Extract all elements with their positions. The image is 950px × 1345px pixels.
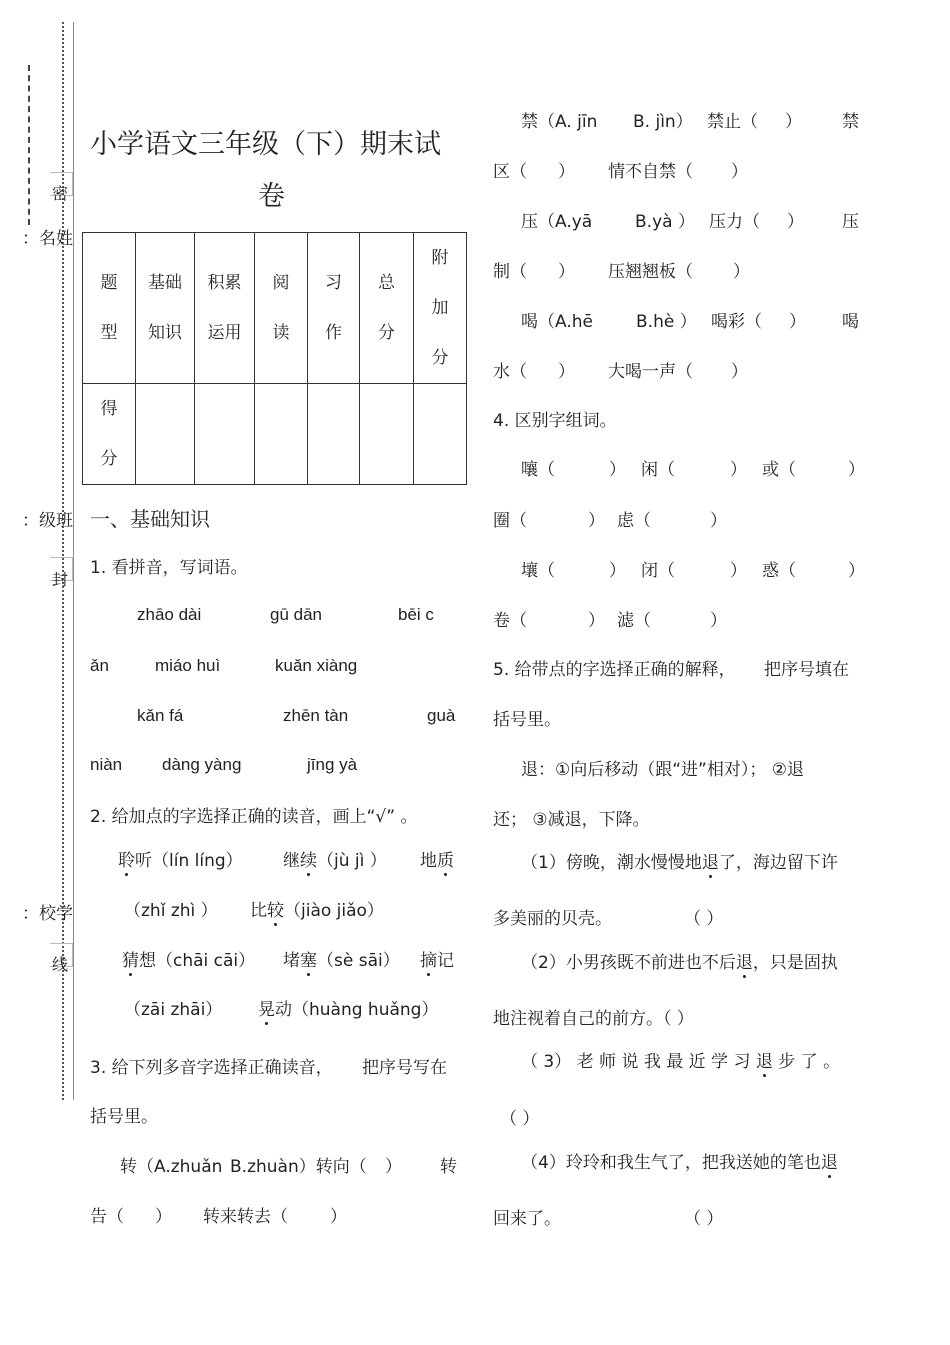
school-label: ：校学 <box>22 904 73 924</box>
seal-xian: 线 <box>51 955 68 974</box>
q2-item: 猜想（chāi cāi） <box>122 951 256 971</box>
q4-word: 虑（ <box>617 511 651 531</box>
q4-word: 卷（ <box>493 611 527 631</box>
q3-jin: 禁 <box>842 112 859 132</box>
pinyin: zhēn tàn <box>283 706 349 725</box>
pinyin: gū dān <box>270 605 322 624</box>
q3-zhuan: 转来转去（ <box>203 1207 288 1227</box>
q3-jin: 区（ <box>493 162 527 182</box>
q5-answer-4[interactable]: （ ） <box>684 1209 724 1229</box>
q4-word: ） <box>588 511 605 531</box>
q3-zhuan: ） <box>155 1207 172 1227</box>
pinyin: miáo huì <box>155 656 221 675</box>
q4-word: ） <box>730 460 747 480</box>
pinyin: kuǎn xiàng <box>275 656 358 675</box>
q5-prompt-cont: 括号里。 <box>493 710 561 730</box>
q3-he: 喝（A.hē <box>521 312 593 332</box>
header-cell: 题 型 <box>83 233 136 384</box>
q2-item: 比较（jiào jiǎo） <box>250 901 384 921</box>
score-table-header-row <box>83 233 467 384</box>
q3-ya: ） <box>733 262 750 282</box>
q5-definitions: 退：①向后移动（跟“进”相对）； ②退 <box>521 760 804 780</box>
pinyin: zhāo dài <box>137 605 202 624</box>
q5-sentence-1: （1）傍晚，潮水慢慢地退了，海边留下许 <box>521 853 838 873</box>
q4-word: ） <box>848 561 865 581</box>
section-heading: 一、基础知识 <box>90 507 210 531</box>
q3-zhuan: 告（ <box>90 1207 124 1227</box>
header-cell: 基础 知识 <box>136 233 195 384</box>
class-label: ：级班 <box>22 511 73 531</box>
pinyin: guà <box>427 706 456 725</box>
q3-he: 水（ <box>493 362 527 382</box>
q3-he: ） <box>558 362 575 382</box>
q4-word: 嚷（ <box>521 460 555 480</box>
seal-feng: 封 <box>51 570 68 589</box>
q2-item: 摘记 <box>420 951 454 971</box>
name-label: ：名姓 <box>22 229 73 249</box>
q3-zhuan: B.zhuàn）转向（ <box>230 1157 367 1177</box>
score-input-cell[interactable] <box>414 384 467 485</box>
q5-answer-1[interactable]: （ ） <box>684 909 724 929</box>
q3-jin: 禁（A. jīn <box>521 112 598 132</box>
q5-sentence-4-cont: 回来了。 <box>493 1209 561 1229</box>
q3-prompt: 3. 给下列多音字选择正确读音， <box>90 1058 333 1078</box>
q2-item: 继续（jù jì ） <box>283 851 387 871</box>
score-table <box>82 232 467 485</box>
q4-word: ） <box>710 511 727 531</box>
pinyin: niàn <box>90 755 123 774</box>
q4-word: ） <box>848 460 865 480</box>
header-cell: 总 分 <box>360 233 414 384</box>
pinyin: kǎn fá <box>137 706 184 725</box>
q3-he: B.hè ） <box>636 312 697 332</box>
score-row-label: 得 分 <box>83 384 136 485</box>
q4-word: ） <box>710 611 727 631</box>
pinyin: jīng yà <box>307 755 358 774</box>
q3-zhuan: ） <box>385 1157 402 1177</box>
q3-ya: 压翘翘板（ <box>608 262 693 282</box>
q2-item: 地质 <box>420 851 454 871</box>
q2-item: 聆听（lín líng） <box>118 851 243 871</box>
score-table-score-row <box>83 384 467 485</box>
q3-jin: B. jìn） <box>633 112 693 132</box>
q4-word: 闭（ <box>641 561 675 581</box>
q4-word: 滤（ <box>617 611 651 631</box>
header-cell: 阅 读 <box>255 233 308 384</box>
q3-ya: ） <box>558 262 575 282</box>
q3-he: 喝 <box>842 312 859 332</box>
q3-zhuan: 转 <box>440 1157 457 1177</box>
header-cell: 附 加 分 <box>414 233 467 384</box>
q3-zhuan: ） <box>330 1207 347 1227</box>
q3-he: ） <box>731 362 748 382</box>
q3-jin: ） <box>558 162 575 182</box>
q3-ya: 压 <box>842 212 859 232</box>
q4-word: 闲（ <box>641 460 675 480</box>
q2-item: 晃动（huàng huǎng） <box>258 1000 439 1020</box>
q3-ya: 制（ <box>493 262 527 282</box>
q5-answer-3[interactable]: （ ） <box>500 1109 540 1129</box>
exam-title-line1: 小学语文三年级（下）期末试 <box>90 129 441 160</box>
q3-zhuan: 转（A.zhuǎn <box>120 1157 223 1177</box>
q3-jin: ） <box>731 162 748 182</box>
q3-ya: B.yà ） <box>635 212 695 232</box>
q3-jin: 禁止（ <box>707 112 758 132</box>
q3-ya: ） <box>787 212 804 232</box>
q3-ya: 压力（ <box>709 212 760 232</box>
seal-mi: 密 <box>51 184 68 203</box>
q2-prompt: 2. 给加点的字选择正确的读音，画上“√” 。 <box>90 807 418 827</box>
q2-item: （zhǐ zhì ） <box>124 901 218 921</box>
q4-word: ） <box>609 561 626 581</box>
q3-he: 喝彩（ <box>711 312 762 332</box>
q5-definitions-cont: 还； ③减退，下降。 <box>493 810 650 830</box>
q5-sentence-4: （4）玲玲和我生气了，把我送她的笔也退 <box>521 1153 838 1173</box>
q5-sentence-1-cont: 多美丽的贝壳。 <box>493 909 612 929</box>
q4-prompt: 4. 区别字组词。 <box>493 411 617 431</box>
pinyin: ǎn <box>90 656 109 675</box>
q3-he: 大喝一声（ <box>608 362 693 382</box>
q5-prompt-cont: 把序号填在 <box>764 660 849 680</box>
score-input-cell[interactable] <box>255 384 308 485</box>
q2-item: 堵塞（sè sāi） <box>283 951 400 971</box>
q4-word: 圈（ <box>493 511 527 531</box>
header-cell: 习 作 <box>308 233 360 384</box>
q5-prompt: 5. 给带点的字选择正确的解释， <box>493 660 736 680</box>
q3-jin: 情不自禁（ <box>608 162 693 182</box>
score-input-cell[interactable] <box>360 384 414 485</box>
q4-word: ） <box>609 460 626 480</box>
header-cell: 积累 运用 <box>195 233 255 384</box>
q5-sentence-3: （ 3） 老 师 说 我 最 近 学 习 退 步 了 。 <box>521 1052 841 1072</box>
q3-prompt-cont: 括号里。 <box>90 1107 158 1127</box>
q3-prompt-cont: 把序号写在 <box>362 1058 447 1078</box>
q1-prompt: 1. 看拼音，写词语。 <box>90 558 248 578</box>
q5-sentence-2-cont: 地注视着自己的前方。（ ） <box>493 1009 694 1029</box>
score-input-cell[interactable] <box>136 384 195 485</box>
exam-title-line2: 卷 <box>258 181 285 212</box>
q3-ya: 压（A.yā <box>521 212 593 232</box>
q4-word: ） <box>730 561 747 581</box>
score-input-cell[interactable] <box>195 384 255 485</box>
score-input-cell[interactable] <box>308 384 360 485</box>
q5-sentence-2: （2）小男孩既不前进也不后退，只是固执 <box>521 953 838 973</box>
pinyin: bēi c <box>398 605 434 624</box>
q3-he: ） <box>789 312 806 332</box>
binding-solid-line <box>73 22 74 1100</box>
q2-item: （zāi zhāi） <box>124 1000 223 1020</box>
name-underline <box>28 65 30 225</box>
q3-jin: ） <box>785 112 802 132</box>
pinyin: dàng yàng <box>162 755 242 774</box>
q4-word: 惑（ <box>762 561 796 581</box>
q4-word: 或（ <box>762 460 796 480</box>
q4-word: 壤（ <box>521 561 555 581</box>
q4-word: ） <box>588 611 605 631</box>
